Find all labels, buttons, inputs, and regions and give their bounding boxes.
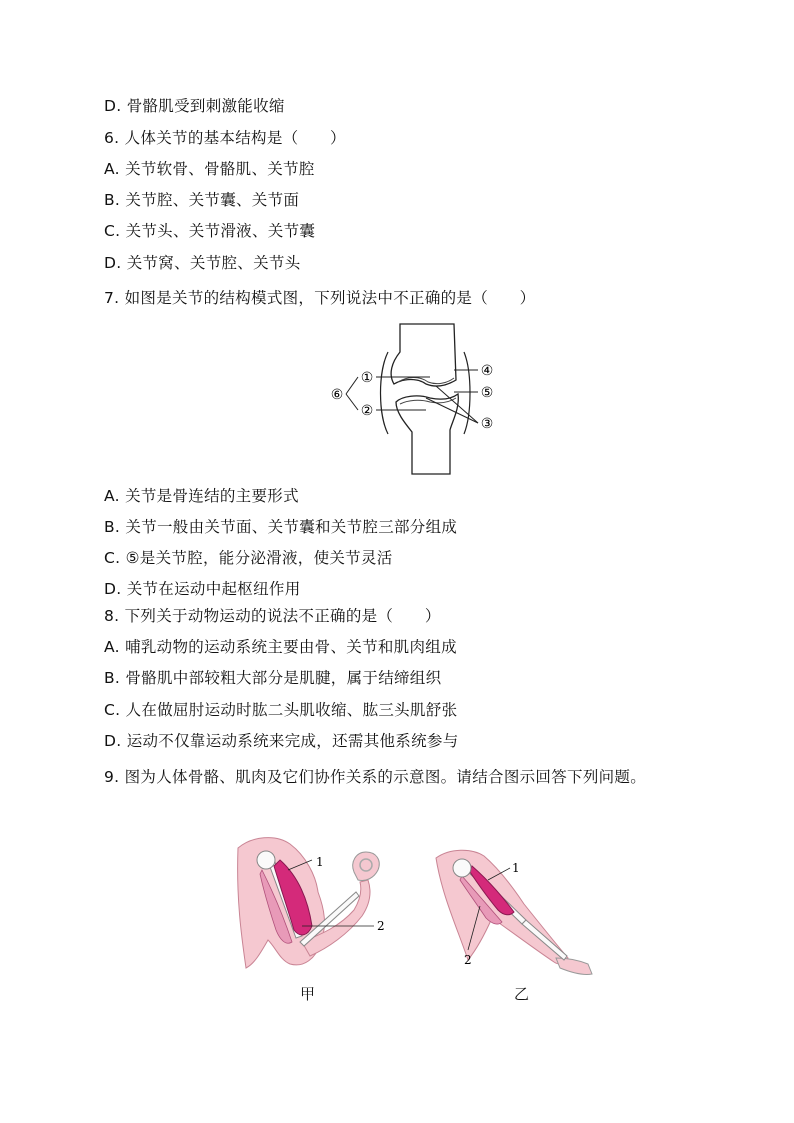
- caption-yi: 乙: [514, 985, 530, 1003]
- q8-option-a: A. 哺乳动物的运动系统主要由骨、关节和肌肉组成: [104, 638, 457, 656]
- joint-capsule: [381, 352, 389, 434]
- q6-option-b: B. 关节腔、关节囊、关节面: [104, 191, 300, 209]
- q6-option-d: D. 关节窝、关节腔、关节头: [104, 254, 301, 272]
- q6-stem: 6. 人体关节的基本结构是（ ）: [104, 129, 346, 147]
- joint-capsule-right: [464, 352, 470, 434]
- yi-label-1: 1: [512, 861, 520, 875]
- joint-structure-figure: [326, 322, 500, 476]
- q9-stem: 9. 图为人体骨骼、肌肉及它们协作关系的示意图。请结合图示回答下列问题。: [104, 768, 647, 786]
- jia-label-2: 2: [377, 919, 385, 933]
- label-4: ④: [480, 363, 494, 379]
- q7-option-d: D. 关节在运动中起枢纽作用: [104, 580, 301, 598]
- hand: [556, 958, 592, 975]
- arm-figure-yi: [432, 846, 598, 992]
- q7-option-b: B. 关节一般由关节面、关节囊和关节腔三部分组成: [104, 518, 458, 536]
- q7-stem: 7. 如图是关节的结构模式图，下列说法中不正确的是（ ）: [104, 289, 536, 307]
- q7-option-a: A. 关节是骨连结的主要形式: [104, 487, 299, 505]
- q8-option-c: C. 人在做屈肘运动时肱二头肌收缩、肱三头肌舒张: [104, 701, 458, 719]
- caption-jia: 甲: [300, 985, 316, 1003]
- label-3: ③: [480, 416, 494, 432]
- q8-stem: 8. 下列关于动物运动的说法不正确的是（ ）: [104, 607, 441, 625]
- label-6: ⑥: [330, 387, 344, 403]
- q5-option-d: D. 骨骼肌受到刺激能收缩: [104, 97, 285, 115]
- label-5: ⑤: [480, 385, 494, 401]
- yi-label-2: 2: [464, 953, 472, 967]
- jia-label-1: 1: [316, 855, 324, 869]
- q8-option-b: B. 骨骼肌中部较粗大部分是肌腱，属于结缔组织: [104, 669, 442, 687]
- arm-figure-jia: [232, 830, 392, 975]
- hand: [353, 852, 380, 881]
- q6-option-a: A. 关节软骨、骨骼肌、关节腔: [104, 160, 315, 178]
- q6-option-c: C. 关节头、关节滑液、关节囊: [104, 222, 316, 240]
- q8-option-d: D. 运动不仅靠运动系统来完成，还需其他系统参与: [104, 732, 459, 750]
- q7-option-c: C. ⑤是关节腔，能分泌滑液，使关节灵活: [104, 549, 393, 567]
- lower-bone: [396, 394, 458, 474]
- label-1: ①: [360, 370, 374, 386]
- label-2: ②: [360, 403, 374, 419]
